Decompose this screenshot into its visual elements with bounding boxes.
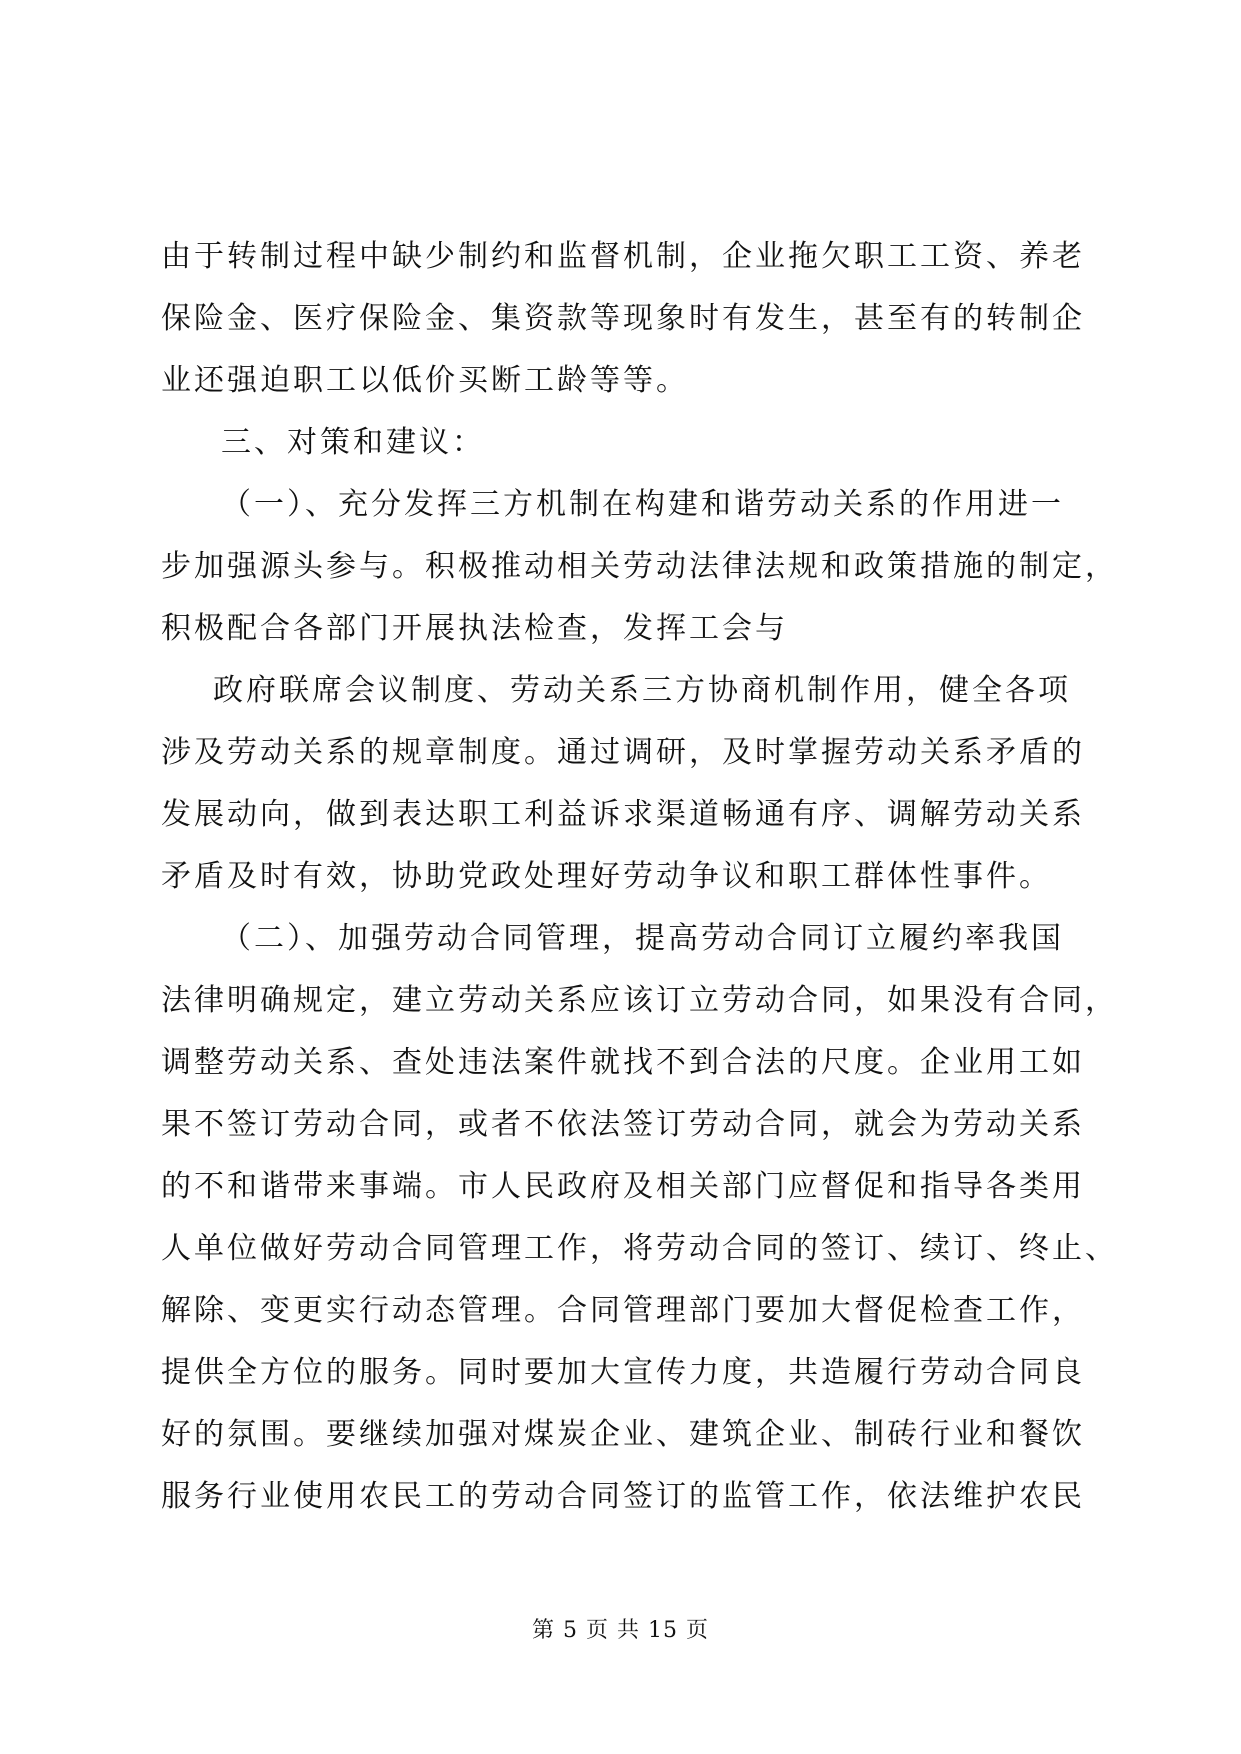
text-line: 保险金、医疗保险金、集资款等现象时有发生，甚至有的转制企	[161, 301, 1085, 336]
text-line: 由于转制过程中缺少制约和监督机制，企业拖欠职工工资、养老	[161, 239, 1085, 274]
subsection-heading-2: （二）、加强劳动合同管理，提高劳动合同订立履约率我国	[221, 921, 1064, 956]
text-line: 提供全方位的服务。同时要加大宣传力度，共造履行劳动合同良	[161, 1355, 1085, 1390]
text-line: 的不和谐带来事端。市人民政府及相关部门应督促和指导各类用	[161, 1169, 1085, 1204]
text-line: 果不签订劳动合同，或者不依法签订劳动合同，就会为劳动关系	[161, 1107, 1085, 1142]
subsection-heading-1: （一）、充分发挥三方机制在构建和谐劳动关系的作用进一	[221, 487, 1064, 522]
document-body	[161, 226, 1118, 1528]
text-line: 人单位做好劳动合同管理工作，将劳动合同的签订、续订、终止、	[161, 1231, 1118, 1266]
text-line: 涉及劳动关系的规章制度。通过调研，及时掌握劳动关系矛盾的	[161, 735, 1085, 770]
text-line: 政府联席会议制度、劳动关系三方协商机制作用，健全各项	[213, 673, 1071, 708]
text-line: 调整劳动关系、查处违法案件就找不到合法的尺度。企业用工如	[161, 1045, 1085, 1080]
text-line: 解除、变更实行动态管理。合同管理部门要加大督促检查工作，	[161, 1293, 1085, 1328]
text-line: 步加强源头参与。积极推动相关劳动法律法规和政策措施的制定，	[161, 549, 1118, 584]
text-line: 发展动向，做到表达职工利益诉求渠道畅通有序、调解劳动关系	[161, 797, 1085, 832]
section-heading: 三、对策和建议：	[221, 425, 485, 460]
text-line: 积极配合各部门开展执法检查，发挥工会与	[161, 611, 788, 646]
text-line: 业还强迫职工以低价买断工龄等等。	[161, 363, 689, 398]
text-line: 矛盾及时有效，协助党政处理好劳动争议和职工群体性事件。	[161, 859, 1052, 894]
text-line: 好的氛围。要继续加强对煤炭企业、建筑企业、制砖行业和餐饮	[161, 1417, 1085, 1452]
text-line: 法律明确规定，建立劳动关系应该订立劳动合同，如果没有合同，	[161, 983, 1118, 1018]
text-line: 服务行业使用农民工的劳动合同签订的监管工作，依法维护农民	[161, 1479, 1085, 1514]
page-number-footer: 第 5 页 共 15 页	[532, 1618, 709, 1643]
